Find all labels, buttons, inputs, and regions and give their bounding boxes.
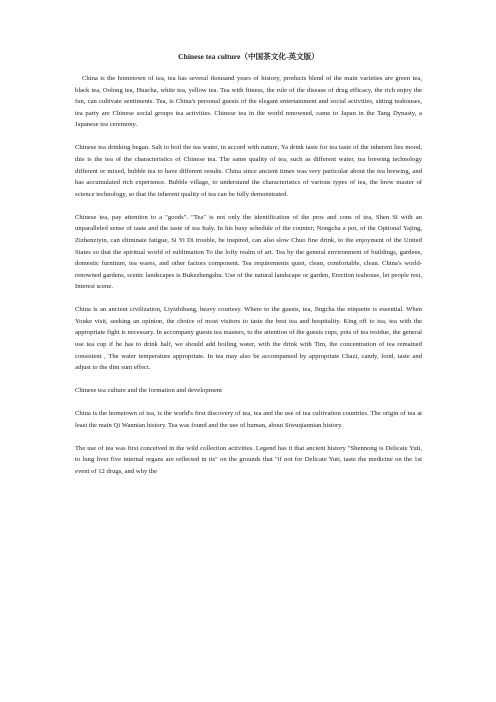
document-page — [75, 51, 422, 489]
document-title: Chinese tea culture（中国茶文化-英文版） — [178, 52, 319, 61]
section-heading: Chinese tea culture and the formation and development — [75, 387, 222, 395]
paragraph-1: China is the hometown of tea, tea has several thousand years of history, products blend of the main varieties are green tea, black tea, Oolong tea, Huacha, white tea, yellow tea. Tea with fitness, the rule of the disease of drug efficacy, the rich enjoy the fun, can cultivate sentiments. Tea, is China's personal guests of the elegant entertainment and social activities, sitting teahouses, tea party are Chinese social groups tea activities. Chinese tea in the world renowned, came to Japan in the Tang Dynasty, a Japanese tea ceremony. — [75, 75, 422, 129]
paragraph-2: Chinese tea drinking began. Salt to boil the tea water, in accord with nature, Ya drink taste for tea taste of the inherent lies mood, this is the tea of the characteristics of Chinese tea. The same quality of tea, such as different water, tea brewing technology different or mixed, bubble tea to have different results. China since ancient times was very particular about the tea brewing, and has accumulated rich experience. Bubble village, to understand the characteristics of various types of tea, the brew master of science technology, so that the inherent quality of tea can be fully demonstrated. — [75, 144, 422, 198]
paragraph-6: The use of tea was first conceived in the wild collection activities. Legend has it that ancient history "Shennong is Delicate Yuti, to lung liver five internal organs are reflected in its" on the grounds that "if not for Delicate Yuti, taste the medicine on the 1st event of 12 drugs, and why the — [75, 444, 422, 475]
paragraph-4: China is an ancient civilization, Liyizhibang, heavy courtesy. Where to the guests, tea, Jingcha the etiquette is essential. When Youke visit, seeking an opinion, the choice of most visitors to taste the best tea and hospitality. King off to tea, tea with the appropriate fight is necessary. In accompany guests tea masters, to the attention of the guests cups, pots of tea residue, the general use tea cup if he has to drink half, we should add boiling water, with the drink with Tim, the concentration of tea remained consistent , The water temperature appropriate. In tea may also be accompanied by appropriate Chazi, candy, food, taste and adjust to the dim sum effect. — [75, 306, 422, 372]
paragraph-3: Chinese tea, pay attention to a "goods". "Tea" is not only the identification of the pros and cons of tea, Shen Si with an unparalleled sense of taste and the taste of tea Italy. In his busy schedule of the counter; Nongcha a pot, of the Optional Yajing, Zizhenziyin, can eliminate fatigue, Si Yi Di trouble, be inspired, can also slow Chuo fine drink, to the enjoyment of the United States so that the spiritual world of sublimation To the lofty realm of art. Tea by the general environment of buildings, gardens, domestic furniture, tea wares, and other factors component. Tea requirements quiet, clean, comfortable, clean. China's world-renowned gardens, scenic landscapes is Bukezhengshu. Use of the natural landscape or garden, Erection teahouse, let people rest, Interest scene. — [75, 213, 422, 291]
paragraph-5: China is the hometown of tea, is the world's first discovery of tea, tea and the use of tea cultivation countries. The origin of tea at least the main Qi Wannian history. Tea was found and the use of human, about Siwuqiannian history. — [75, 410, 422, 429]
